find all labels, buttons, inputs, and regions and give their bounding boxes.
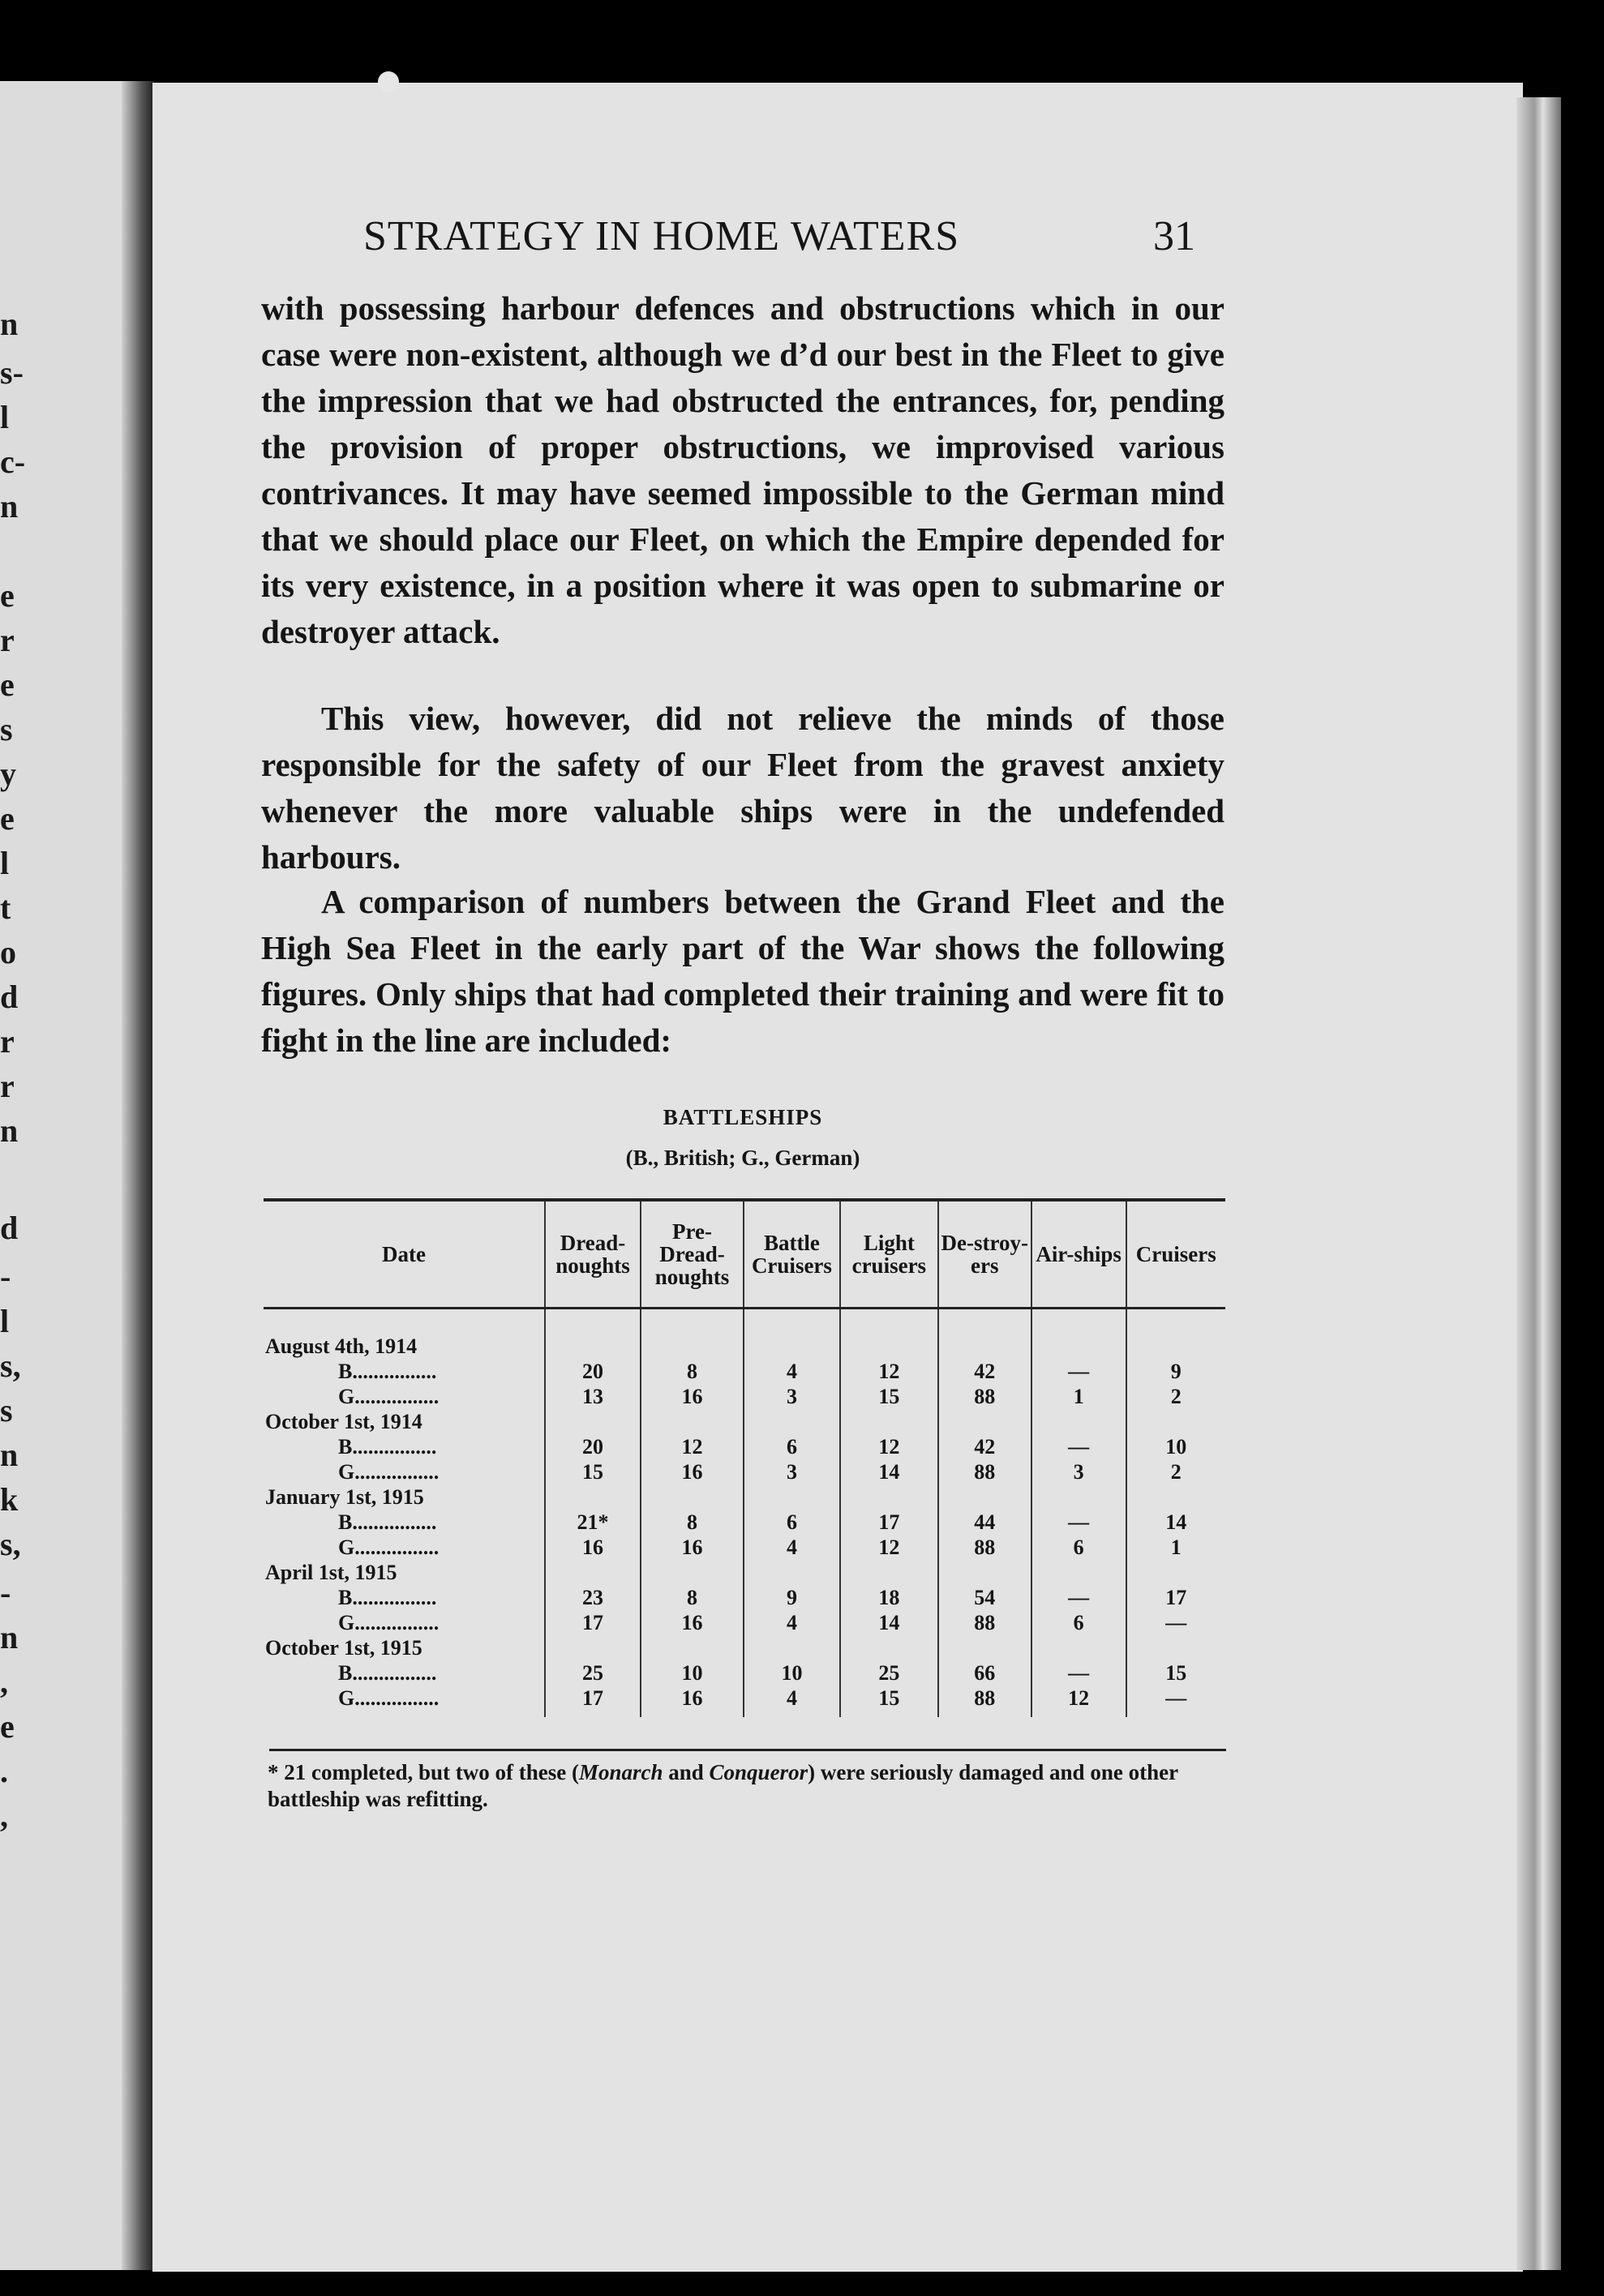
dot-leader: ................ <box>354 1611 440 1634</box>
empty-cell <box>938 1409 1031 1434</box>
empty-cell <box>1126 1409 1225 1434</box>
facing-page-fragment: n <box>0 488 19 525</box>
fleet-label: G <box>338 1686 355 1710</box>
value-cell: 8 <box>641 1510 744 1535</box>
value-cell: 88 <box>938 1459 1031 1484</box>
table-footnote <box>268 1759 1233 1813</box>
value-cell: 13 <box>545 1384 641 1409</box>
table-date-row <box>264 1484 1225 1510</box>
empty-cell <box>545 1484 641 1510</box>
empty-cell <box>641 1409 744 1434</box>
empty-cell <box>641 1560 744 1585</box>
table-title: BATTLESHIPS <box>663 1105 823 1129</box>
dot-leader: ................ <box>352 1435 437 1459</box>
facing-page-fragment: r <box>0 1023 15 1060</box>
facing-page-fragment: n <box>0 1112 19 1149</box>
value-cell: 16 <box>641 1686 744 1717</box>
fleet-label-cell <box>264 1686 545 1717</box>
facing-page-fragment: s, <box>0 1526 21 1562</box>
fleet-label-cell <box>264 1359 545 1384</box>
value-cell: 6 <box>744 1510 840 1535</box>
empty-cell <box>545 1409 641 1434</box>
column-header-airships: Air-ships <box>1031 1200 1126 1309</box>
facing-page-fragment: l <box>0 845 10 881</box>
empty-cell <box>641 1334 744 1359</box>
value-cell: 17 <box>545 1610 641 1635</box>
value-cell: 20 <box>545 1359 641 1384</box>
fleet-label: B <box>338 1661 353 1685</box>
facing-page-fragment: t <box>0 889 11 926</box>
spacer-cell <box>840 1309 938 1334</box>
value-cell: 3 <box>744 1459 840 1484</box>
empty-cell <box>840 1484 938 1510</box>
dot-leader: ................ <box>352 1360 437 1383</box>
table-subtitle: (B., British; G., German) <box>625 1146 860 1170</box>
value-cell: 23 <box>545 1585 641 1610</box>
spacer-cell <box>744 1309 840 1334</box>
dot-leader: ................ <box>354 1460 440 1484</box>
value-cell: 15 <box>840 1686 938 1717</box>
empty-cell <box>1126 1334 1225 1359</box>
facing-page-fragment: l <box>0 1303 10 1339</box>
table-row <box>264 1660 1225 1686</box>
fleet-label-cell <box>264 1660 545 1686</box>
value-cell: 12 <box>1031 1686 1126 1717</box>
value-cell: 88 <box>938 1610 1031 1635</box>
page-mark <box>378 71 399 92</box>
value-cell: — <box>1126 1610 1225 1635</box>
date-cell: April 1st, 1915 <box>265 1561 397 1584</box>
dot-leader: ................ <box>352 1661 437 1685</box>
empty-cell <box>545 1334 641 1359</box>
value-cell: 15 <box>1126 1660 1225 1686</box>
date-cell: August 4th, 1914 <box>265 1334 418 1358</box>
fleet-label: B <box>338 1586 353 1609</box>
value-cell: 3 <box>744 1384 840 1409</box>
value-cell: 12 <box>840 1359 938 1384</box>
dot-leader: ................ <box>352 1586 437 1609</box>
column-header-light-cruisers: Light cruisers <box>840 1200 938 1309</box>
fleet-label: B <box>338 1510 353 1534</box>
table-row <box>264 1535 1225 1560</box>
value-cell: 88 <box>938 1686 1031 1717</box>
value-cell: 17 <box>1126 1585 1225 1610</box>
value-cell: 10 <box>744 1660 840 1686</box>
table-row <box>264 1510 1225 1535</box>
value-cell: 15 <box>545 1459 641 1484</box>
table-spacer-row <box>264 1309 1225 1334</box>
empty-cell <box>938 1635 1031 1660</box>
fleet-label: G <box>338 1460 355 1484</box>
value-cell: 9 <box>1126 1359 1225 1384</box>
fleet-label-cell <box>264 1510 545 1535</box>
spacer-cell <box>264 1309 545 1334</box>
value-cell: 2 <box>1126 1384 1225 1409</box>
spacer-cell <box>641 1309 744 1334</box>
value-cell: 25 <box>840 1660 938 1686</box>
empty-cell <box>744 1484 840 1510</box>
value-cell: 42 <box>938 1359 1031 1384</box>
value-cell: 10 <box>641 1660 744 1686</box>
page-edge <box>1516 97 1561 2270</box>
date-cell: January 1st, 1915 <box>265 1485 424 1509</box>
table-row <box>264 1686 1225 1717</box>
empty-cell <box>641 1484 744 1510</box>
paragraph-2: This view, however, did not relieve the minds of those responsible for the safety of our Fleet from the gravest anxiety whenever the more valuable ships were in the undefended harbours. <box>261 700 1224 876</box>
facing-page-fragment: . <box>0 1753 8 1789</box>
facing-page-fragment: o <box>0 934 16 970</box>
value-cell: 6 <box>1031 1535 1126 1560</box>
fleet-label: B <box>338 1435 353 1459</box>
table-row <box>264 1585 1225 1610</box>
fleet-label: G <box>338 1385 355 1408</box>
fleet-label-cell <box>264 1434 545 1459</box>
footnote-ship-monarch: Monarch <box>578 1760 663 1784</box>
facing-page-fragment: r <box>0 1068 15 1104</box>
dot-leader: ................ <box>354 1536 440 1559</box>
facing-page-fragment: e <box>0 800 15 837</box>
facing-page-fragment: s <box>0 711 13 747</box>
value-cell: 17 <box>840 1510 938 1535</box>
fleet-label-cell <box>264 1384 545 1409</box>
value-cell: 4 <box>744 1535 840 1560</box>
footnote-ship-conqueror: Conqueror <box>709 1760 808 1784</box>
value-cell: 14 <box>1126 1510 1225 1535</box>
spacer-cell <box>938 1309 1031 1334</box>
empty-cell <box>840 1635 938 1660</box>
facing-page-fragment: s, <box>0 1347 21 1384</box>
spacer-cell <box>545 1309 641 1334</box>
value-cell: 14 <box>840 1459 938 1484</box>
fleet-label-cell <box>264 1535 545 1560</box>
facing-page-fragment: e <box>0 577 15 614</box>
value-cell: 44 <box>938 1510 1031 1535</box>
value-cell: 9 <box>744 1585 840 1610</box>
facing-page-fragment: d <box>0 1210 19 1246</box>
value-cell: 3 <box>1031 1459 1126 1484</box>
value-cell: — <box>1031 1359 1126 1384</box>
running-head: STRATEGY IN HOME WATERS <box>363 213 960 259</box>
footnote-text-3: ) were seriously damaged and one other battleship was refitting. <box>268 1760 1178 1811</box>
empty-cell <box>1031 1334 1126 1359</box>
facing-page-fragment: n <box>0 1437 19 1473</box>
facing-page-fragment: k <box>0 1481 19 1518</box>
empty-cell <box>938 1560 1031 1585</box>
empty-cell <box>1031 1484 1126 1510</box>
footnote-text-1: 21 completed, but two of these ( <box>284 1760 579 1784</box>
facing-page-fragment: s- <box>0 354 24 391</box>
table-date-row <box>264 1560 1225 1585</box>
value-cell: 18 <box>840 1585 938 1610</box>
value-cell: 16 <box>641 1384 744 1409</box>
table-date-row <box>264 1334 1225 1359</box>
facing-page-fragment: n <box>0 306 19 342</box>
battleship-comparison-table <box>264 1198 1225 1717</box>
facing-page-fragment: e <box>0 1708 15 1745</box>
column-header-dreadnoughts: Dread-noughts <box>545 1200 641 1309</box>
table-row <box>264 1384 1225 1409</box>
table-bottom-rule <box>269 1749 1226 1751</box>
date-cell: October 1st, 1914 <box>265 1410 422 1433</box>
value-cell: 25 <box>545 1660 641 1686</box>
fleet-label-cell <box>264 1585 545 1610</box>
table-header-row <box>264 1200 1225 1309</box>
value-cell: 1 <box>1126 1535 1225 1560</box>
fleet-label: G <box>338 1536 355 1559</box>
value-cell: — <box>1031 1660 1126 1686</box>
empty-cell <box>1126 1560 1225 1585</box>
date-cell: October 1st, 1915 <box>265 1636 422 1660</box>
facing-page-fragment: , <box>0 1664 8 1700</box>
fleet-label-cell <box>264 1610 545 1635</box>
column-header-date: Date <box>264 1200 545 1309</box>
column-header-destroyers: De-stroy-ers <box>938 1200 1031 1309</box>
empty-cell <box>938 1334 1031 1359</box>
value-cell: — <box>1031 1434 1126 1459</box>
value-cell: 10 <box>1126 1434 1225 1459</box>
facing-page-fragment: - <box>0 1574 11 1611</box>
dot-leader: ................ <box>354 1385 440 1408</box>
value-cell: 15 <box>840 1384 938 1409</box>
empty-cell <box>744 1635 840 1660</box>
facing-page-fragment: n <box>0 1619 19 1656</box>
column-header-cruisers: Cruisers <box>1126 1200 1225 1309</box>
empty-cell <box>744 1560 840 1585</box>
empty-cell <box>545 1635 641 1660</box>
table-date-row <box>264 1409 1225 1434</box>
value-cell: 54 <box>938 1585 1031 1610</box>
empty-cell <box>744 1409 840 1434</box>
value-cell: 88 <box>938 1535 1031 1560</box>
value-cell: 42 <box>938 1434 1031 1459</box>
value-cell: 8 <box>641 1359 744 1384</box>
empty-cell <box>545 1560 641 1585</box>
book-gutter <box>122 81 154 2270</box>
empty-cell <box>744 1334 840 1359</box>
empty-cell <box>840 1334 938 1359</box>
table-row <box>264 1610 1225 1635</box>
fleet-label-cell <box>264 1459 545 1484</box>
value-cell: 8 <box>641 1585 744 1610</box>
value-cell: 4 <box>744 1610 840 1635</box>
dot-leader: ................ <box>352 1510 437 1534</box>
fleet-label: B <box>338 1360 353 1383</box>
value-cell: 21* <box>545 1510 641 1535</box>
value-cell: 2 <box>1126 1459 1225 1484</box>
value-cell: — <box>1126 1686 1225 1717</box>
empty-cell <box>840 1560 938 1585</box>
spacer-cell <box>1031 1309 1126 1334</box>
value-cell: 20 <box>545 1434 641 1459</box>
fleet-label: G <box>338 1611 355 1634</box>
facing-page-fragment: y <box>0 756 16 792</box>
facing-page-fragment: e <box>0 666 15 703</box>
empty-cell <box>1126 1635 1225 1660</box>
value-cell: 12 <box>641 1434 744 1459</box>
paragraph-1: with possessing harbour defences and obstructions which in our case were non-existent, although we d’d our best in the Fleet to give the impression that we had obstructed the entrances, for, pending the provision of proper obstructions, we improvised various contrivances. It may have seemed impossible to the German mind that we should place our Fleet, on which the Empire depended for its very existence, in a position where it was open to submarine or destroyer attack. <box>261 289 1224 650</box>
facing-page-fragment: s <box>0 1392 13 1429</box>
value-cell: 12 <box>840 1434 938 1459</box>
value-cell: 12 <box>840 1535 938 1560</box>
value-cell: 16 <box>545 1535 641 1560</box>
facing-page-fragment: , <box>0 1797 8 1834</box>
facing-page-fragment: r <box>0 622 15 658</box>
value-cell: — <box>1031 1585 1126 1610</box>
value-cell: — <box>1031 1510 1126 1535</box>
column-header-pre-dreadnoughts: Pre-Dread-noughts <box>641 1200 744 1309</box>
value-cell: 1 <box>1031 1384 1126 1409</box>
empty-cell <box>840 1409 938 1434</box>
facing-page-fragment: c- <box>0 443 26 480</box>
empty-cell <box>641 1635 744 1660</box>
value-cell: 17 <box>545 1686 641 1717</box>
column-header-battle-cruisers: Battle Cruisers <box>744 1200 840 1309</box>
facing-page-fragment: d <box>0 979 19 1015</box>
empty-cell <box>1031 1409 1126 1434</box>
page-number: 31 <box>1153 213 1195 259</box>
value-cell: 16 <box>641 1610 744 1635</box>
table-row <box>264 1459 1225 1484</box>
facing-page-fragment: l <box>0 399 10 435</box>
value-cell: 4 <box>744 1686 840 1717</box>
value-cell: 16 <box>641 1459 744 1484</box>
value-cell: 14 <box>840 1610 938 1635</box>
paragraph-3: A comparison of numbers between the Grand Fleet and the High Sea Fleet in the early part of the War shows the following figures. Only ships that had completed their training and were fit to fight in the line are included: <box>261 883 1224 1059</box>
facing-page-fragment: - <box>0 1258 11 1295</box>
value-cell: 88 <box>938 1384 1031 1409</box>
footnote-text-2: and <box>663 1760 710 1784</box>
empty-cell <box>1031 1635 1126 1660</box>
spacer-cell <box>1126 1309 1225 1334</box>
empty-cell <box>938 1484 1031 1510</box>
empty-cell <box>1031 1560 1126 1585</box>
table-body <box>264 1309 1225 1718</box>
value-cell: 66 <box>938 1660 1031 1686</box>
empty-cell <box>1126 1484 1225 1510</box>
dot-leader: ................ <box>354 1686 440 1710</box>
value-cell: 4 <box>744 1359 840 1384</box>
table-row <box>264 1359 1225 1384</box>
value-cell: 6 <box>744 1434 840 1459</box>
table-row <box>264 1434 1225 1459</box>
footnote-marker: * <box>268 1760 279 1784</box>
value-cell: 6 <box>1031 1610 1126 1635</box>
value-cell: 16 <box>641 1535 744 1560</box>
table-date-row <box>264 1635 1225 1660</box>
